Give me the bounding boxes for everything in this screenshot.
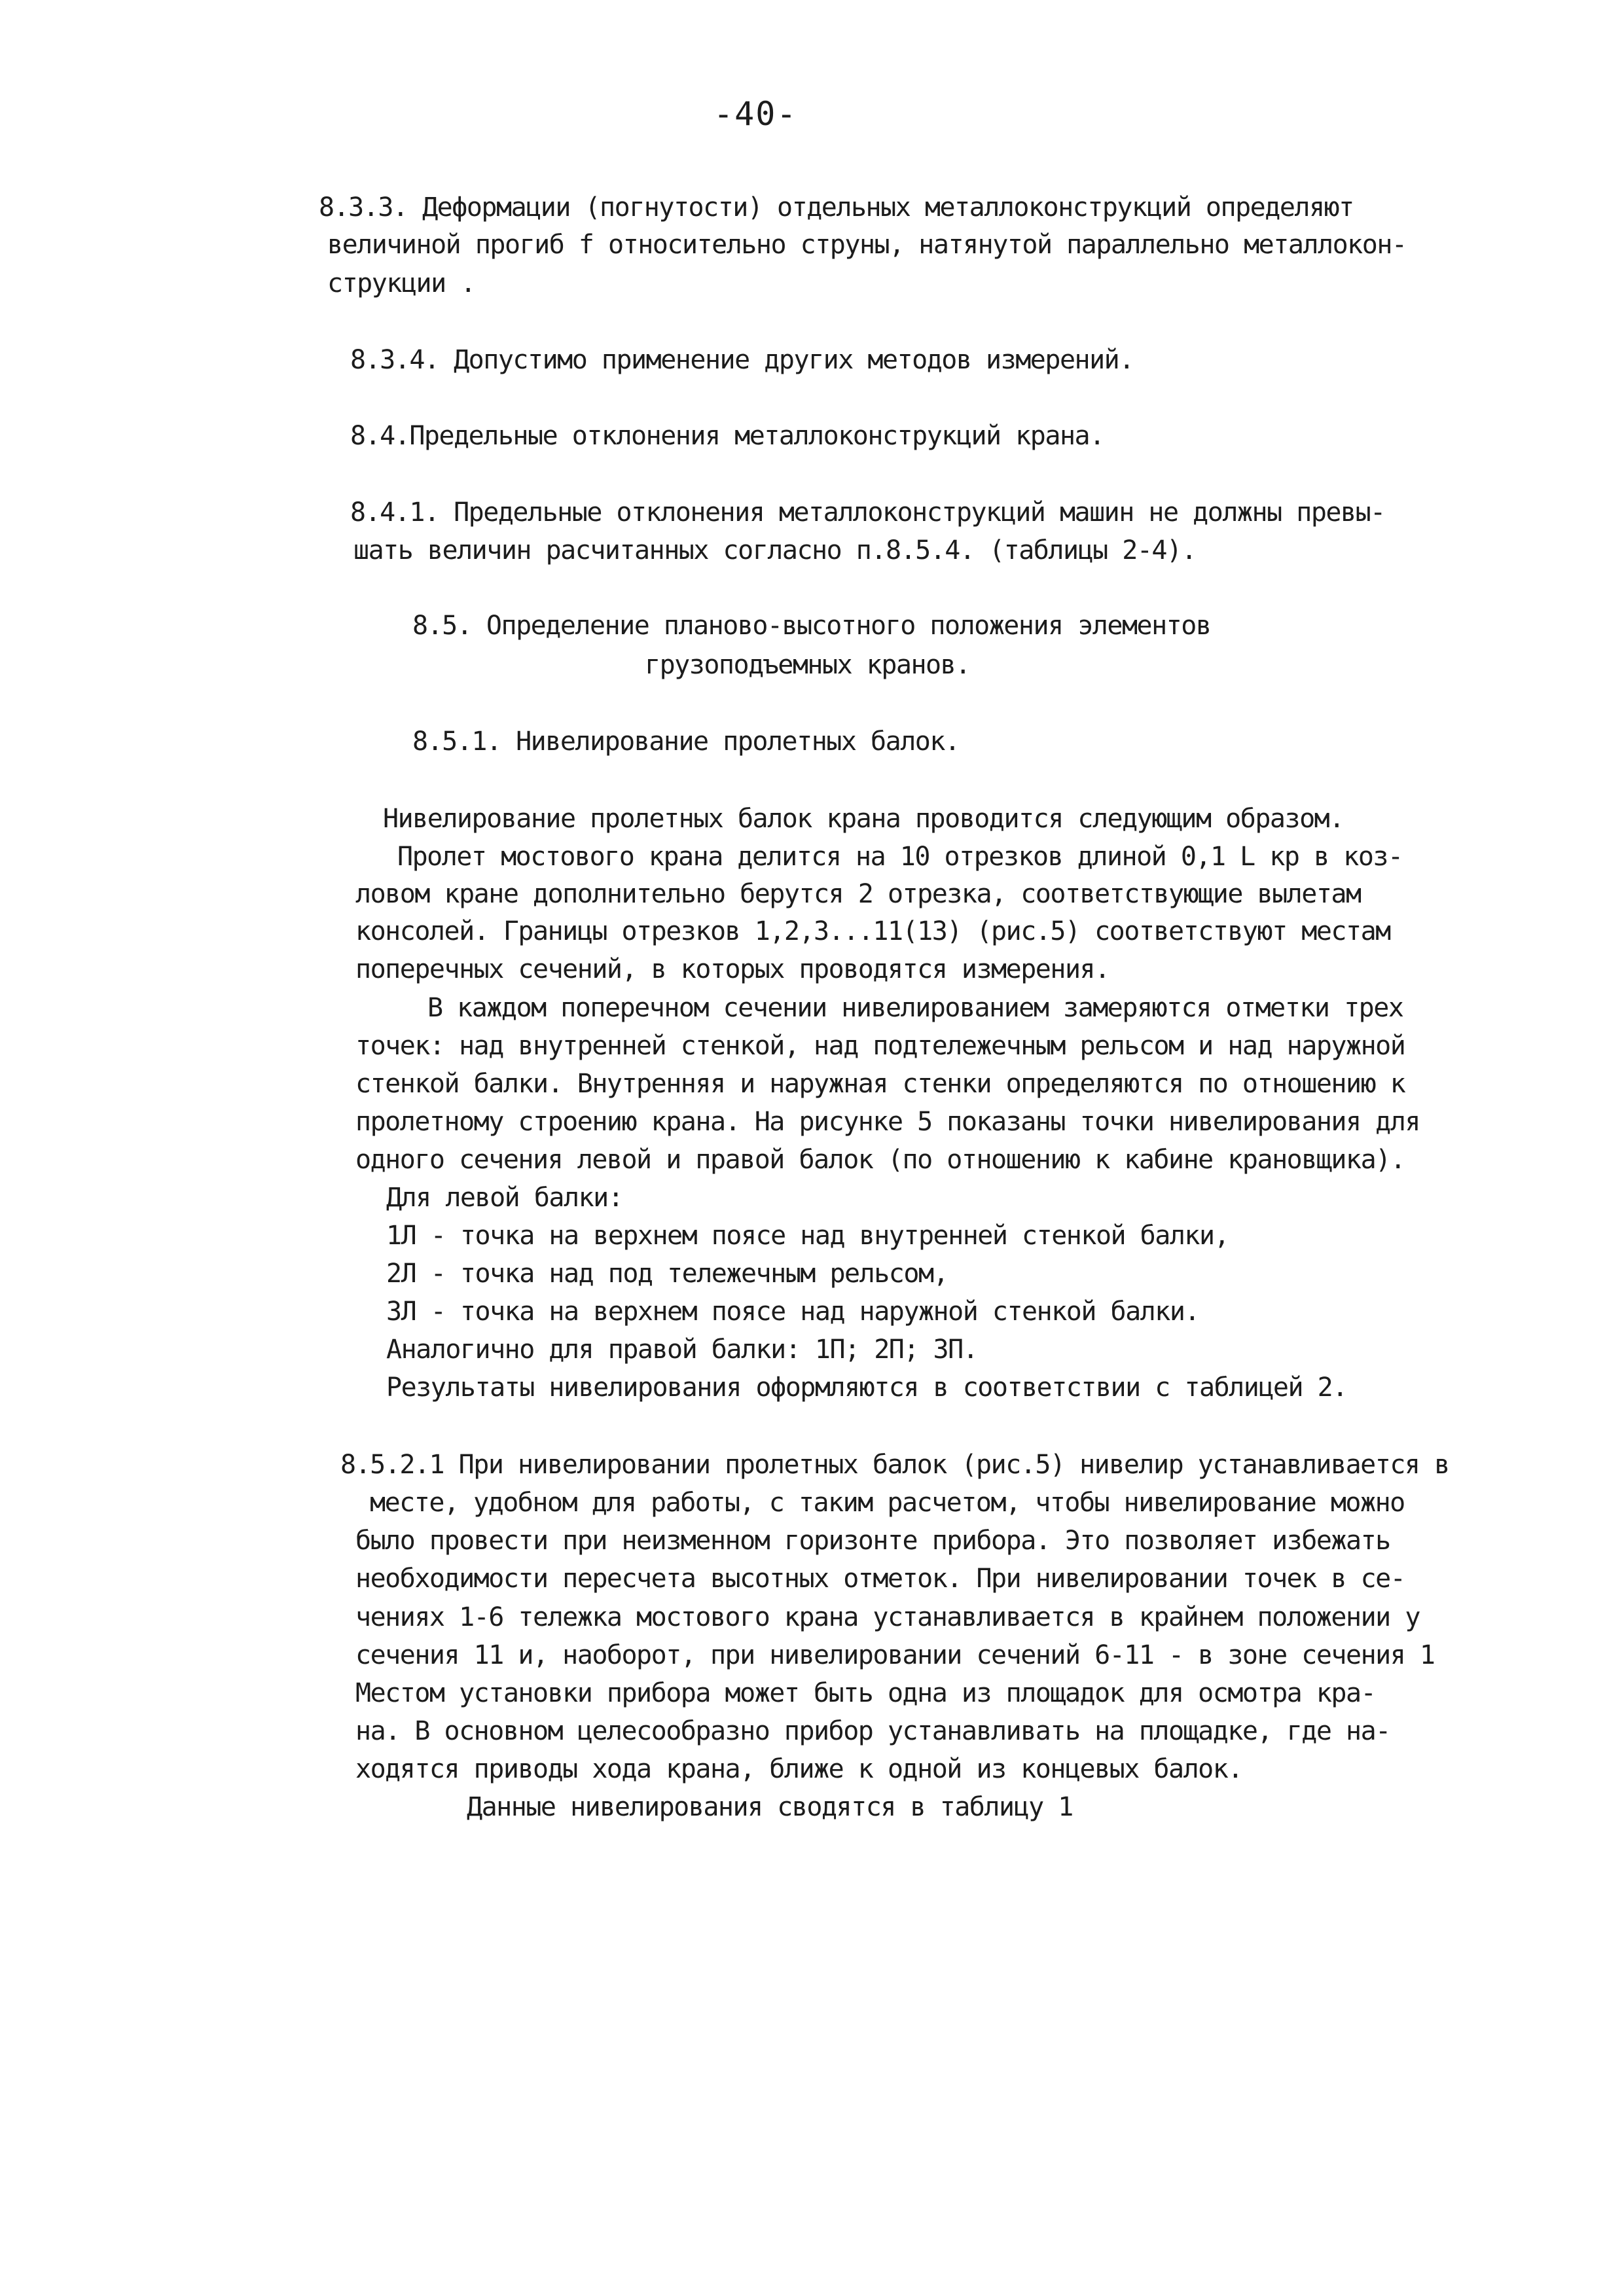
- body-8-5-1-line-11: Для левой балки:: [386, 1183, 623, 1213]
- para-8-4-1-line-2: шать величин расчитанных согласно п.8.5.4. (таблицы 2-4).: [353, 535, 1197, 565]
- body-8-5-1-line-3: ловом кране дополнительно берутся 2 отрезка, соответствующие вылетам: [355, 879, 1361, 909]
- body-8-5-1-line-16: Результаты нивелирования оформляются в соответствии с таблицей 2.: [386, 1372, 1347, 1403]
- heading-8-5-line-1: 8.5. Определение планово-высотного положения элементов: [412, 611, 1211, 641]
- para-8-4-1-line-1: 8.4.1. Предельные отклонения металлоконструкций машин не должны превы-: [350, 497, 1385, 528]
- body-8-5-1-line-13: 2Л - точка над под тележечным рельсом,: [386, 1259, 948, 1289]
- para-8-3-3-line-3: струкции .: [327, 268, 475, 298]
- body-8-5-1-line-14: 3Л - точка на верхнем поясе над наружной стенкой балки.: [386, 1297, 1200, 1327]
- body-8-5-1-line-2: Пролет мостового крана делится на 10 отрезков длиной 0,1 L кр в коз-: [397, 842, 1403, 872]
- heading-8-4: 8.4.Предельные отклонения металлоконструкций крана.: [350, 421, 1104, 451]
- para-8-5-2-1-line-10: Данные нивелирования сводятся в таблицу 1: [467, 1792, 1073, 1822]
- body-8-5-1-line-5: поперечных сечений, в которых проводятся измерения.: [355, 954, 1110, 984]
- page-number: -40-: [713, 95, 798, 133]
- para-8-3-3-line-1: 8.3.3. Деформации (погнутости) отдельных металлоконструкций определяют: [319, 192, 1354, 223]
- body-8-5-1-line-10: одного сечения левой и правой балок (по отношению к кабине крановщика).: [355, 1145, 1405, 1175]
- body-8-5-1-line-7: точек: над внутренней стенкой, над подтележечным рельсом и над наружной: [355, 1031, 1405, 1061]
- body-8-5-1-line-8: стенкой балки. Внутренняя и наружная стенки определяются по отношению к: [355, 1069, 1405, 1099]
- body-8-5-1-line-6: В каждом поперечном сечении нивелированием замеряются отметки трех: [427, 993, 1403, 1023]
- body-8-5-1-line-12: 1Л - точка на верхнем поясе над внутренней стенкой балки,: [386, 1221, 1229, 1251]
- para-8-3-4: 8.3.4. Допустимо применение других методов измерений.: [350, 345, 1134, 375]
- para-8-5-2-1-line-2: месте, удобном для работы, с таким расчетом, чтобы нивелирование можно: [370, 1488, 1405, 1518]
- body-8-5-1-line-1: Нивелирование пролетных балок крана проводится следующим образом.: [383, 804, 1344, 834]
- para-8-5-2-1-line-9: ходятся приводы хода крана, ближе к одной из концевых балок.: [355, 1754, 1242, 1784]
- para-8-5-2-1-line-5: чениях 1-6 тележка мостового крана устанавливается в крайнем положении у: [355, 1602, 1420, 1632]
- body-8-5-1-line-9: пролетному строению крана. На рисунке 5 показаны точки нивелирования для: [355, 1107, 1420, 1137]
- para-8-5-2-1-line-6: сечения 11 и, наоборот, при нивелировании сечений 6-11 - в зоне сечения 1: [355, 1640, 1435, 1670]
- para-8-5-2-1-line-3: было провести при неизменном горизонте прибора. Это позволяет избежать: [355, 1526, 1390, 1556]
- para-8-3-3-line-2: величиной прогиб f относительно струны, натянутой параллельно металлокон-: [327, 230, 1407, 260]
- para-8-5-2-1-line-8: на. В основном целесообразно прибор устанавливать на площадке, где на-: [355, 1716, 1390, 1746]
- para-8-5-2-1-line-4: необходимости пересчета высотных отметок. При нивелировании точек в се-: [355, 1564, 1405, 1594]
- body-8-5-1-line-15: Аналогично для правой балки: 1П; 2П; 3П.: [386, 1335, 978, 1365]
- para-8-5-2-1-line-1: 8.5.2.1 При нивелировании пролетных балок (рис.5) нивелир устанавливается в: [340, 1450, 1449, 1480]
- heading-8-5-line-2: грузоподъемных кранов.: [645, 650, 970, 680]
- body-8-5-1-line-4: консолей. Границы отрезков 1,2,3...11(13) (рис.5) соответствуют местам: [355, 916, 1390, 946]
- para-8-5-2-1-line-7: Местом установки прибора может быть одна из площадок для осмотра кра-: [355, 1678, 1376, 1708]
- heading-8-5-1: 8.5.1. Нивелирование пролетных балок.: [412, 726, 960, 757]
